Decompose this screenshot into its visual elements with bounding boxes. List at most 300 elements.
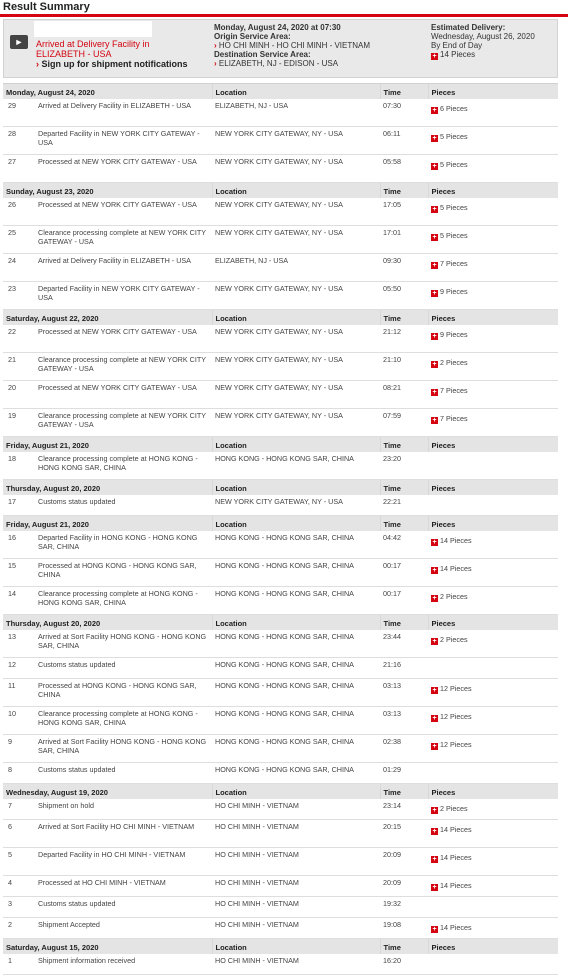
chevron-right-icon: › [214, 59, 217, 68]
event-row [3, 452, 558, 480]
location-column-header: Location [212, 516, 380, 532]
event-pieces-cell [428, 353, 558, 381]
event-row [3, 876, 558, 897]
event-description: Arrived at Delivery Facility in ELIZABETH - USA [35, 99, 212, 127]
event-time: 00:17 [380, 587, 428, 615]
event-time: 20:09 [380, 848, 428, 876]
time-column-header: Time [380, 480, 428, 496]
event-time: 03:13 [380, 707, 428, 735]
event-row [3, 799, 558, 820]
event-location: HONG KONG - HONG KONG SAR, CHINA [212, 630, 380, 658]
event-row [3, 495, 558, 516]
pieces-expand-toggle[interactable] [431, 825, 472, 834]
event-time: 05:58 [380, 155, 428, 183]
event-pieces: 7 Pieces [440, 414, 468, 423]
event-location: HO CHI MINH - VIETNAM [212, 799, 380, 820]
event-number: 1 [3, 954, 35, 975]
event-number: 19 [3, 409, 35, 437]
event-location: HONG KONG - HONG KONG SAR, CHINA [212, 587, 380, 615]
pieces-column-header: Pieces [428, 183, 558, 199]
plus-icon: + [432, 107, 437, 114]
event-pieces-cell [428, 495, 558, 516]
shipment-summary-panel [3, 19, 558, 78]
event-row [3, 531, 558, 559]
event-description: Processed at NEW YORK CITY GATEWAY - USA [35, 325, 212, 353]
date-header: Friday, August 21, 2020 [3, 516, 212, 532]
event-location: NEW YORK CITY GATEWAY, NY - USA [212, 198, 380, 226]
event-number: 22 [3, 325, 35, 353]
event-location: NEW YORK CITY GATEWAY, NY - USA [212, 381, 380, 409]
event-location: HO CHI MINH - VIETNAM [212, 954, 380, 975]
waybill-placeholder [34, 21, 152, 37]
event-pieces-cell [428, 531, 558, 559]
event-number: 3 [3, 897, 35, 918]
date-header-row [3, 516, 558, 532]
truck-icon: ► [10, 35, 28, 49]
event-pieces-cell [428, 799, 558, 820]
event-location: HONG KONG - HONG KONG SAR, CHINA [212, 452, 380, 480]
current-status-line-2: ELIZABETH - USA [36, 49, 112, 59]
event-location: HONG KONG - HONG KONG SAR, CHINA [212, 679, 380, 707]
event-description: Clearance processing complete at HONG KONG - HONG KONG SAR, CHINA [35, 587, 212, 615]
event-pieces: 5 Pieces [440, 160, 468, 169]
date-header-row [3, 437, 558, 453]
estimated-delivery-label: Estimated Delivery: [431, 23, 506, 32]
plus-icon: + [432, 361, 437, 368]
event-pieces-cell [428, 876, 558, 897]
event-description: Clearance processing complete at NEW YORK CITY GATEWAY - USA [35, 226, 212, 254]
event-pieces: 12 Pieces [440, 712, 472, 721]
event-pieces: 5 Pieces [440, 132, 468, 141]
date-header: Friday, August 21, 2020 [3, 437, 212, 453]
date-header: Saturday, August 15, 2020 [3, 939, 212, 955]
event-location: ELIZABETH, NJ - USA [212, 99, 380, 127]
pieces-column-header: Pieces [428, 784, 558, 800]
event-description: Customs status updated [35, 897, 212, 918]
event-time: 06:11 [380, 127, 428, 155]
plus-icon: + [432, 234, 437, 241]
event-time: 19:32 [380, 897, 428, 918]
event-pieces: 7 Pieces [440, 259, 468, 268]
event-location: NEW YORK CITY GATEWAY, NY - USA [212, 353, 380, 381]
event-description: Clearance processing complete at HONG KONG - HONG KONG SAR, CHINA [35, 452, 212, 480]
event-location: ELIZABETH, NJ - USA [212, 254, 380, 282]
event-row [3, 155, 558, 183]
event-row [3, 918, 558, 939]
event-row [3, 353, 558, 381]
event-number: 8 [3, 763, 35, 784]
pieces-expand-toggle[interactable] [431, 804, 468, 813]
event-description: Processed at NEW YORK CITY GATEWAY - USA [35, 198, 212, 226]
event-number: 13 [3, 630, 35, 658]
event-pieces: 2 Pieces [440, 804, 468, 813]
date-header-row [3, 310, 558, 326]
event-pieces: 6 Pieces [440, 104, 468, 113]
event-row [3, 848, 558, 876]
event-location: NEW YORK CITY GATEWAY, NY - USA [212, 325, 380, 353]
event-description: Arrived at Sort Facility HONG KONG - HONG KONG SAR, CHINA [35, 630, 212, 658]
event-time: 04:42 [380, 531, 428, 559]
event-row [3, 707, 558, 735]
event-time: 17:05 [380, 198, 428, 226]
event-pieces-cell [428, 99, 558, 127]
event-row [3, 409, 558, 437]
event-description: Shipment information received [35, 954, 212, 975]
event-pieces-cell [428, 282, 558, 310]
event-pieces-cell [428, 735, 558, 763]
location-column-header: Location [212, 784, 380, 800]
event-time: 21:10 [380, 353, 428, 381]
event-pieces-cell [428, 658, 558, 679]
plus-icon: + [432, 539, 437, 546]
event-description: Departed Facility in HO CHI MINH - VIETNAM [35, 848, 212, 876]
event-row [3, 325, 558, 353]
event-row [3, 198, 558, 226]
event-row [3, 763, 558, 784]
event-pieces-cell [428, 707, 558, 735]
plus-icon: + [432, 389, 437, 396]
event-description: Arrived at Delivery Facility in ELIZABETH - USA [35, 254, 212, 282]
event-description: Clearance processing complete at NEW YORK CITY GATEWAY - USA [35, 409, 212, 437]
origin-value: HO CHI MINH - HO CHI MINH - VIETNAM [218, 41, 371, 50]
event-description: Processed at HONG KONG - HONG KONG SAR, CHINA [35, 559, 212, 587]
plus-icon: + [432, 567, 437, 574]
event-row [3, 630, 558, 658]
event-pieces: 2 Pieces [440, 358, 468, 367]
event-description: Processed at HO CHI MINH - VIETNAM [35, 876, 212, 897]
event-number: 7 [3, 799, 35, 820]
date-header: Sunday, August 23, 2020 [3, 183, 212, 199]
pieces-column-header: Pieces [428, 310, 558, 326]
pieces-expand-toggle[interactable] [431, 564, 472, 573]
event-number: 11 [3, 679, 35, 707]
pieces-expand-toggle[interactable] [431, 132, 468, 141]
plus-icon: + [432, 856, 437, 863]
pieces-toggle[interactable] [431, 50, 561, 60]
pieces-expand-toggle[interactable] [431, 287, 468, 296]
pieces-expand-toggle[interactable] [431, 923, 472, 932]
pieces-expand-toggle[interactable] [431, 203, 468, 212]
event-pieces-cell [428, 630, 558, 658]
event-location: NEW YORK CITY GATEWAY, NY - USA [212, 409, 380, 437]
pieces-expand-toggle[interactable] [431, 414, 468, 423]
event-row [3, 559, 558, 587]
event-number: 17 [3, 495, 35, 516]
date-header: Saturday, August 22, 2020 [3, 310, 212, 326]
event-location: NEW YORK CITY GATEWAY, NY - USA [212, 495, 380, 516]
destination-label: Destination Service Area: [214, 50, 311, 59]
event-description: Arrived at Sort Facility HONG KONG - HONG KONG SAR, CHINA [35, 735, 212, 763]
event-time: 07:59 [380, 409, 428, 437]
event-number: 21 [3, 353, 35, 381]
date-header-row [3, 84, 558, 100]
event-pieces: 14 Pieces [440, 825, 472, 834]
event-row [3, 226, 558, 254]
event-time: 17:01 [380, 226, 428, 254]
event-time: 23:14 [380, 799, 428, 820]
pieces-expand-toggle[interactable] [431, 358, 468, 367]
pieces-expand-toggle[interactable] [431, 259, 468, 268]
origin-label: Origin Service Area: [214, 32, 291, 41]
event-description: Shipment Accepted [35, 918, 212, 939]
estimated-delivery-date: Wednesday, August 26, 2020 [431, 32, 535, 41]
event-row [3, 679, 558, 707]
estimated-delivery-info [431, 23, 561, 60]
event-time: 21:12 [380, 325, 428, 353]
location-column-header: Location [212, 480, 380, 496]
plus-icon: + [432, 53, 437, 60]
event-number: 16 [3, 531, 35, 559]
event-time: 08:21 [380, 381, 428, 409]
event-pieces: 14 Pieces [440, 923, 472, 932]
time-column-header: Time [380, 615, 428, 631]
event-pieces-cell [428, 254, 558, 282]
event-pieces: 14 Pieces [440, 881, 472, 890]
event-location: NEW YORK CITY GATEWAY, NY - USA [212, 127, 380, 155]
plus-icon: + [432, 417, 437, 424]
status-datetime: Monday, August 24, 2020 at 07:30 [214, 23, 341, 32]
event-number: 27 [3, 155, 35, 183]
event-pieces: 5 Pieces [440, 231, 468, 240]
event-pieces: 2 Pieces [440, 592, 468, 601]
pieces-expand-toggle[interactable] [431, 635, 468, 644]
event-pieces: 9 Pieces [440, 330, 468, 339]
event-pieces-cell [428, 409, 558, 437]
event-location: NEW YORK CITY GATEWAY, NY - USA [212, 155, 380, 183]
event-pieces: 12 Pieces [440, 740, 472, 749]
pieces-expand-toggle[interactable] [431, 684, 472, 693]
event-row [3, 282, 558, 310]
event-time: 00:17 [380, 559, 428, 587]
notification-signup-link[interactable] [36, 60, 188, 69]
event-pieces: 5 Pieces [440, 203, 468, 212]
event-location: HONG KONG - HONG KONG SAR, CHINA [212, 531, 380, 559]
pieces-column-header: Pieces [428, 615, 558, 631]
event-number: 6 [3, 820, 35, 848]
plus-icon: + [432, 638, 437, 645]
current-status [36, 39, 211, 59]
event-location: HONG KONG - HONG KONG SAR, CHINA [212, 707, 380, 735]
event-description: Customs status updated [35, 658, 212, 679]
event-description: Departed Facility in NEW YORK CITY GATEWAY - USA [35, 127, 212, 155]
event-description: Processed at HONG KONG - HONG KONG SAR, CHINA [35, 679, 212, 707]
event-description: Processed at NEW YORK CITY GATEWAY - USA [35, 381, 212, 409]
pieces-expand-toggle[interactable] [431, 330, 468, 339]
event-location: HO CHI MINH - VIETNAM [212, 897, 380, 918]
destination-value: ELIZABETH, NJ - EDISON - USA [218, 59, 339, 68]
pieces-count: 14 Pieces [440, 50, 476, 59]
event-pieces-cell [428, 848, 558, 876]
time-column-header: Time [380, 939, 428, 955]
event-row [3, 127, 558, 155]
location-column-header: Location [212, 437, 380, 453]
pieces-expand-toggle[interactable] [431, 712, 472, 721]
event-row [3, 254, 558, 282]
plus-icon: + [432, 262, 437, 269]
event-time: 20:15 [380, 820, 428, 848]
event-number: 23 [3, 282, 35, 310]
date-header: Thursday, August 20, 2020 [3, 480, 212, 496]
event-time: 20:09 [380, 876, 428, 897]
chevron-right-icon: › [214, 41, 217, 50]
event-description: Departed Facility in NEW YORK CITY GATEWAY - USA [35, 282, 212, 310]
event-number: 9 [3, 735, 35, 763]
event-row [3, 820, 558, 848]
event-location: NEW YORK CITY GATEWAY, NY - USA [212, 282, 380, 310]
event-description: Shipment on hold [35, 799, 212, 820]
event-number: 14 [3, 587, 35, 615]
event-pieces-cell [428, 820, 558, 848]
event-pieces-cell [428, 954, 558, 975]
time-column-header: Time [380, 516, 428, 532]
event-pieces: 14 Pieces [440, 853, 472, 862]
event-location: HO CHI MINH - VIETNAM [212, 918, 380, 939]
event-time: 05:50 [380, 282, 428, 310]
event-description: Processed at NEW YORK CITY GATEWAY - USA [35, 155, 212, 183]
event-number: 24 [3, 254, 35, 282]
event-number: 4 [3, 876, 35, 897]
event-row [3, 381, 558, 409]
event-row [3, 658, 558, 679]
time-column-header: Time [380, 310, 428, 326]
plus-icon: + [432, 926, 437, 933]
event-row [3, 587, 558, 615]
event-number: 28 [3, 127, 35, 155]
event-row [3, 897, 558, 918]
pieces-column-header: Pieces [428, 84, 558, 100]
date-header: Wednesday, August 19, 2020 [3, 784, 212, 800]
notification-signup-label: Sign up for shipment notifications [41, 59, 188, 69]
pieces-column-header: Pieces [428, 437, 558, 453]
event-time: 07:30 [380, 99, 428, 127]
event-pieces: 2 Pieces [440, 635, 468, 644]
event-number: 29 [3, 99, 35, 127]
event-pieces-cell [428, 226, 558, 254]
page-title: Result Summary [0, 0, 568, 17]
event-location: HONG KONG - HONG KONG SAR, CHINA [212, 559, 380, 587]
pieces-expand-toggle[interactable] [431, 536, 472, 545]
event-time: 09:30 [380, 254, 428, 282]
event-pieces: 14 Pieces [440, 564, 472, 573]
plus-icon: + [432, 135, 437, 142]
location-column-header: Location [212, 310, 380, 326]
plus-icon: + [432, 595, 437, 602]
event-time: 22:21 [380, 495, 428, 516]
time-column-header: Time [380, 784, 428, 800]
location-column-header: Location [212, 939, 380, 955]
event-description: Arrived at Sort Facility HO CHI MINH - VIETNAM [35, 820, 212, 848]
event-pieces-cell [428, 198, 558, 226]
event-number: 5 [3, 848, 35, 876]
event-pieces-cell [428, 381, 558, 409]
event-location: HO CHI MINH - VIETNAM [212, 876, 380, 897]
event-time: 01:29 [380, 763, 428, 784]
event-pieces: 9 Pieces [440, 287, 468, 296]
event-description: Clearance processing complete at NEW YORK CITY GATEWAY - USA [35, 353, 212, 381]
date-header-row [3, 939, 558, 955]
event-row [3, 954, 558, 975]
event-location: HONG KONG - HONG KONG SAR, CHINA [212, 763, 380, 784]
plus-icon: + [432, 743, 437, 750]
event-location: HONG KONG - HONG KONG SAR, CHINA [212, 735, 380, 763]
event-pieces-cell [428, 897, 558, 918]
event-number: 18 [3, 452, 35, 480]
tracking-history-table [3, 83, 558, 975]
date-header-row [3, 784, 558, 800]
pieces-expand-toggle[interactable] [431, 881, 472, 890]
event-pieces: 12 Pieces [440, 684, 472, 693]
event-pieces-cell [428, 763, 558, 784]
pieces-expand-toggle[interactable] [431, 740, 472, 749]
event-pieces-cell [428, 587, 558, 615]
event-number: 2 [3, 918, 35, 939]
plus-icon: + [432, 884, 437, 891]
plus-icon: + [432, 687, 437, 694]
event-row [3, 735, 558, 763]
pieces-column-header: Pieces [428, 939, 558, 955]
event-description: Clearance processing complete at HONG KONG - HONG KONG SAR, CHINA [35, 707, 212, 735]
event-pieces: 7 Pieces [440, 386, 468, 395]
location-column-header: Location [212, 183, 380, 199]
event-description: Customs status updated [35, 763, 212, 784]
event-location: HONG KONG - HONG KONG SAR, CHINA [212, 658, 380, 679]
pieces-expand-toggle[interactable] [431, 853, 472, 862]
event-time: 02:38 [380, 735, 428, 763]
event-pieces-cell [428, 452, 558, 480]
time-column-header: Time [380, 437, 428, 453]
event-pieces-cell [428, 325, 558, 353]
event-time: 23:20 [380, 452, 428, 480]
plus-icon: + [432, 206, 437, 213]
pieces-expand-toggle[interactable] [431, 104, 468, 113]
date-header-row [3, 183, 558, 199]
pieces-expand-toggle[interactable] [431, 592, 468, 601]
event-location: NEW YORK CITY GATEWAY, NY - USA [212, 226, 380, 254]
event-location: HO CHI MINH - VIETNAM [212, 820, 380, 848]
location-column-header: Location [212, 615, 380, 631]
event-number: 12 [3, 658, 35, 679]
estimated-delivery-time: By End of Day [431, 41, 483, 50]
event-number: 25 [3, 226, 35, 254]
event-pieces-cell [428, 679, 558, 707]
date-header-row [3, 480, 558, 496]
plus-icon: + [432, 715, 437, 722]
event-number: 15 [3, 559, 35, 587]
event-pieces: 14 Pieces [440, 536, 472, 545]
pieces-expand-toggle[interactable] [431, 386, 468, 395]
event-number: 10 [3, 707, 35, 735]
event-time: 21:16 [380, 658, 428, 679]
chevron-right-icon: › [36, 59, 39, 69]
plus-icon: + [432, 807, 437, 814]
event-time: 16:20 [380, 954, 428, 975]
event-description: Departed Facility in HONG KONG - HONG KONG SAR, CHINA [35, 531, 212, 559]
event-time: 19:08 [380, 918, 428, 939]
pieces-column-header: Pieces [428, 516, 558, 532]
event-pieces-cell [428, 559, 558, 587]
pieces-expand-toggle[interactable] [431, 231, 468, 240]
event-pieces-cell [428, 155, 558, 183]
event-pieces-cell [428, 918, 558, 939]
plus-icon: + [432, 333, 437, 340]
pieces-column-header: Pieces [428, 480, 558, 496]
service-area-info [214, 23, 424, 68]
date-header: Thursday, August 20, 2020 [3, 615, 212, 631]
pieces-expand-toggle[interactable] [431, 160, 468, 169]
event-number: 26 [3, 198, 35, 226]
time-column-header: Time [380, 84, 428, 100]
date-header: Monday, August 24, 2020 [3, 84, 212, 100]
